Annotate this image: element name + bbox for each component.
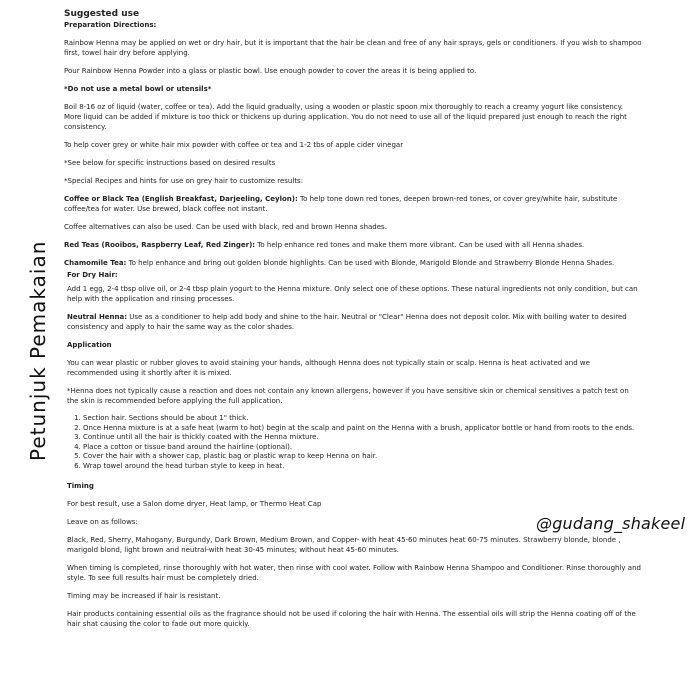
step-item: 4. Place a cotton or tissue band around the hairline (optional).: [83, 443, 642, 453]
paragraph-prep-1: Rainbow Henna may be applied on wet or dry hair, but it is important that the hair be clean and free of any hair sprays, gels or conditioners. If you wish to shampoo first, towel hair dry before applying.: [64, 39, 642, 57]
paragraph-prep-4: To help cover grey or white hair mix powder with coffee or tea and 1-2 tbs of apple cider vinegar: [64, 141, 404, 149]
timing-paragraph-5: Timing may be increased if hair is resistant.: [67, 592, 221, 600]
dry-hair-heading: For Dry Hair:: [67, 271, 118, 279]
section-continued: [67, 270, 642, 629]
red-tea-text: To help enhance red tones and make them more vibrant. Can be used with all Henna shades.: [255, 241, 585, 249]
chamomile-text: To help enhance and bring out golden blonde highlights. Can be used with Blonde, Marigold Blonde and Strawberry Blonde Henna Shades.: [126, 259, 615, 267]
red-tea-recipe: [64, 240, 642, 250]
paragraph-prep-5: *See below for specific instructions based on desired results: [64, 159, 276, 167]
timing-paragraph-4: When timing is completed, rinse thoroughly with hot water, then rinse with cool water. Follow with Rainbow Henna Shampoo and Conditioner. Rinse thoroughly and style. To see full results hair must be completely dried.: [67, 564, 641, 582]
paragraph-coffee-alt: Coffee alternatives can also be used. Can be used with black, red and brown Henna shades.: [64, 223, 387, 231]
step-item: 6. Wrap towel around the head turban style to keep in heat.: [83, 462, 642, 472]
paragraph-prep-2: Pour Rainbow Henna Powder into a glass or plastic bowl. Use enough powder to cover the areas it is being applied to.: [64, 67, 477, 75]
neutral-henna: [67, 312, 642, 332]
timing-paragraph-1: For best result, use a Salon dome dryer, Heat lamp, or Thermo Heat Cap: [67, 500, 322, 508]
document: [64, 8, 642, 637]
paragraph-prep-3: Boil 8-16 oz of liquid (water, coffee or tea). Add the liquid gradually, using a wooden or plastic spoon mix thoroughly to reach a creamy yogurt like consistency. More liquid can be added if mixture is too thick or thickens up during application. You do not need to use all of the liquid prepared just enough to reach the right consistency.: [64, 103, 627, 131]
step-item: 1. Section hair. Sections should be about 1" thick.: [83, 414, 642, 424]
coffee-label: Coffee or Black Tea (English Breakfast, Darjeeling, Ceylon):: [64, 195, 298, 203]
doc-title: Suggested use: [64, 9, 140, 19]
application-steps: [67, 414, 642, 471]
side-title: Petunjuk Pemakaian: [26, 240, 50, 461]
step-item: 2. Once Henna mixture is at a safe heat (warm to hot) begin at the scalp and paint on the Henna with a brush, applicator bottle or hand from roots to the ends.: [83, 424, 642, 434]
chamomile-label: Chamomile Tea:: [64, 259, 127, 267]
coffee-text: To help tone down red tones, deepen brown-red tones, or cover grey/white hair, substitute coffee/tea for water. Use brewed, black coffee not instant.: [64, 195, 618, 213]
timing-paragraph-3: Black, Red, Sherry, Mahogany, Burgundy, Dark Brown, Medium Brown, and Copper- with heat 45-60 minutes heat 60-75 minutes. Strawberry blonde, blonde , marigold blond, light brown and neutral-with heat 30-45 minutes; without heat 45-60 minutes.: [67, 536, 621, 554]
paragraph-prep-6: *Special Recipes and hints for use on grey hair to customize results:: [64, 177, 304, 185]
doc-subtitle: Preparation Directions:: [64, 21, 157, 29]
dry-hair-text: Add 1 egg, 2-4 tbsp olive oil, or 2-4 tbsp plain yogurt to the Henna mixture. Only select one of these options. These natural ingredients not only condition, but can help with the application and rinsing processes.: [67, 285, 638, 303]
watermark: @gudang_shakeel: [536, 514, 686, 533]
application-paragraph-1: You can wear plastic or rubber gloves to avoid staining your hands, although Henna does not typically stain or scalp. Henna is heat activated and we recommended using it shortly after it is mixed.: [67, 359, 590, 377]
neutral-label: Neutral Henna:: [67, 313, 128, 321]
timing-paragraph-6: Hair products containing essential oils as the fragrance should not be used if coloring the hair with Henna. The essential oils will strip the Henna coating off of the hair shat causing the color to fade out more quickly.: [67, 610, 636, 628]
chamomile-recipe: [64, 258, 642, 268]
warning-text: *Do not use a metal bowl or utensils*: [64, 85, 212, 93]
neutral-text: Use as a conditioner to help add body and shine to the hair. Neutral or "Clear" Henna does not deposit color. Mix with boiling water to desired consistency and apply to hair the same way as the color shades.: [67, 313, 627, 331]
red-tea-label: Red Teas (Rooibos, Raspberry Leaf, Red Zinger):: [64, 241, 256, 249]
timing-paragraph-2: Leave on as follows:: [67, 518, 138, 526]
application-paragraph-2: *Henna does not typically cause a reaction and does not contain any known allergens, however if you have sensitive skin or chemical sensitives a patch test on the skin is recommended before applying the full application.: [67, 387, 629, 405]
step-item: 3. Continue until all the hair is thickly coated with the Henna mixture.: [83, 433, 642, 443]
step-item: 5. Cover the hair with a shower cap, plastic bag or plastic wrap to keep Henna on hair.: [83, 452, 642, 462]
coffee-recipe: [64, 194, 642, 214]
timing-heading: Timing: [67, 482, 94, 490]
application-heading: Application: [67, 341, 112, 349]
